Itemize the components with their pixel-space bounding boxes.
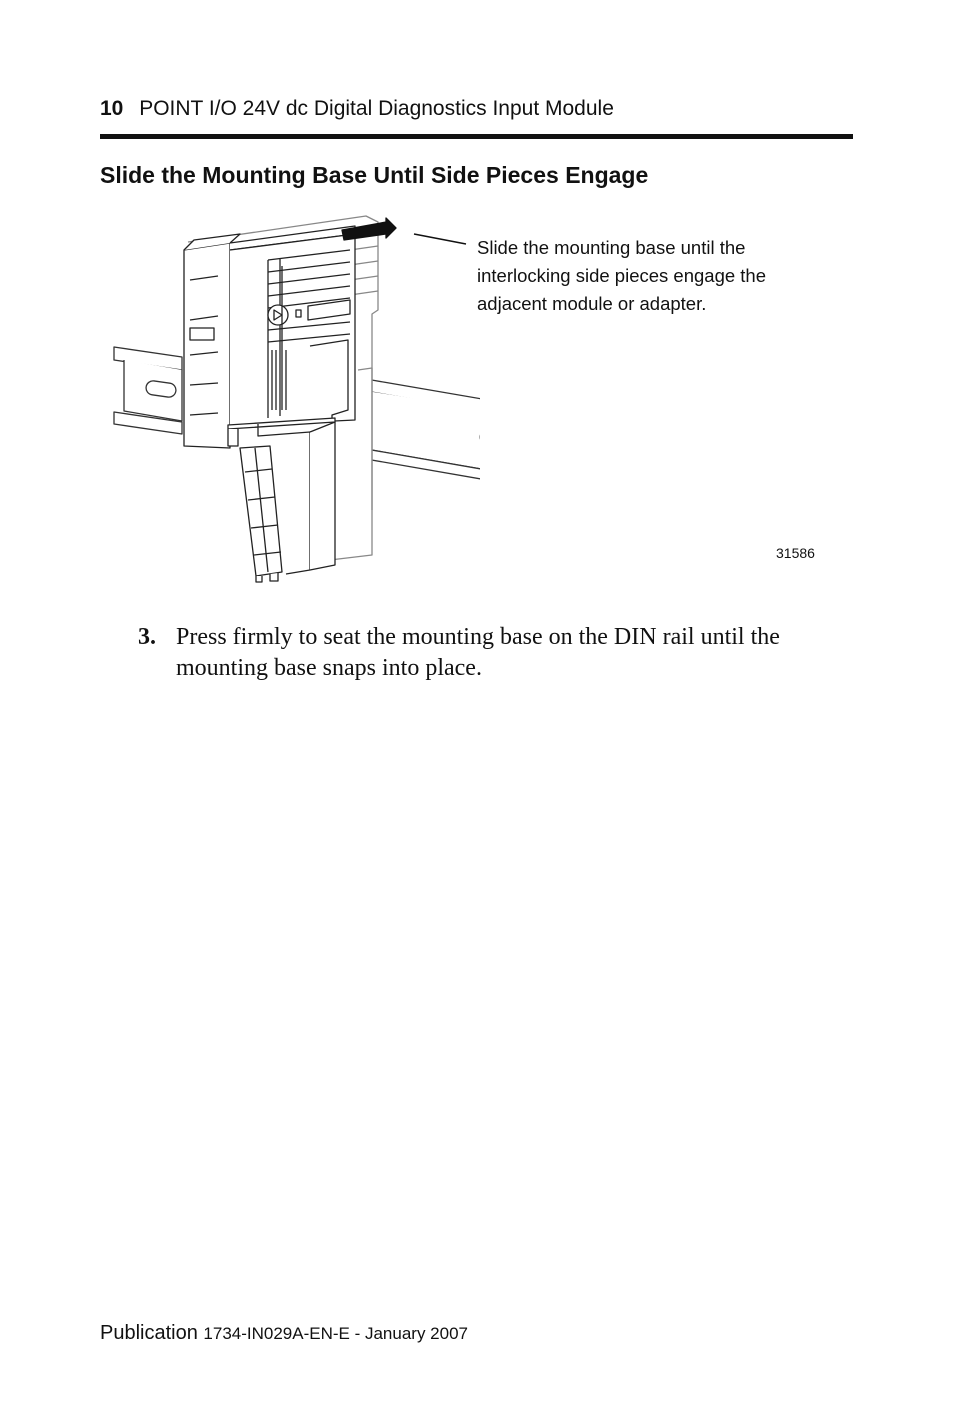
section-title: Slide the Mounting Base Until Side Pieces Engage — [100, 162, 649, 188]
callout-leader-line — [412, 232, 468, 246]
din-rail-right — [360, 378, 480, 492]
io-module — [184, 226, 355, 448]
step-number: 3. — [138, 624, 156, 650]
footer-label: Publication — [100, 1322, 198, 1344]
header-rule — [100, 134, 853, 139]
page-number: 10 — [100, 97, 124, 120]
publication-id: 1734-IN029A-EN-E - January 2007 — [203, 1324, 468, 1343]
mounting-base — [228, 418, 335, 582]
figure-callout: Slide the mounting base until the interlocking side pieces engage the adjacent module or adapter. — [477, 237, 766, 314]
din-rail-left — [114, 347, 182, 434]
page-footer — [100, 1318, 700, 1349]
mounting-base-illustration — [110, 210, 480, 585]
figure-number: 31586 — [776, 545, 815, 561]
step-text: Press firmly to seat the mounting base on the DIN rail until the mounting base snaps into place. — [176, 624, 780, 681]
document-title: POINT I/O 24V dc Digital Diagnostics Input Module — [139, 97, 614, 120]
page-header — [100, 94, 853, 124]
